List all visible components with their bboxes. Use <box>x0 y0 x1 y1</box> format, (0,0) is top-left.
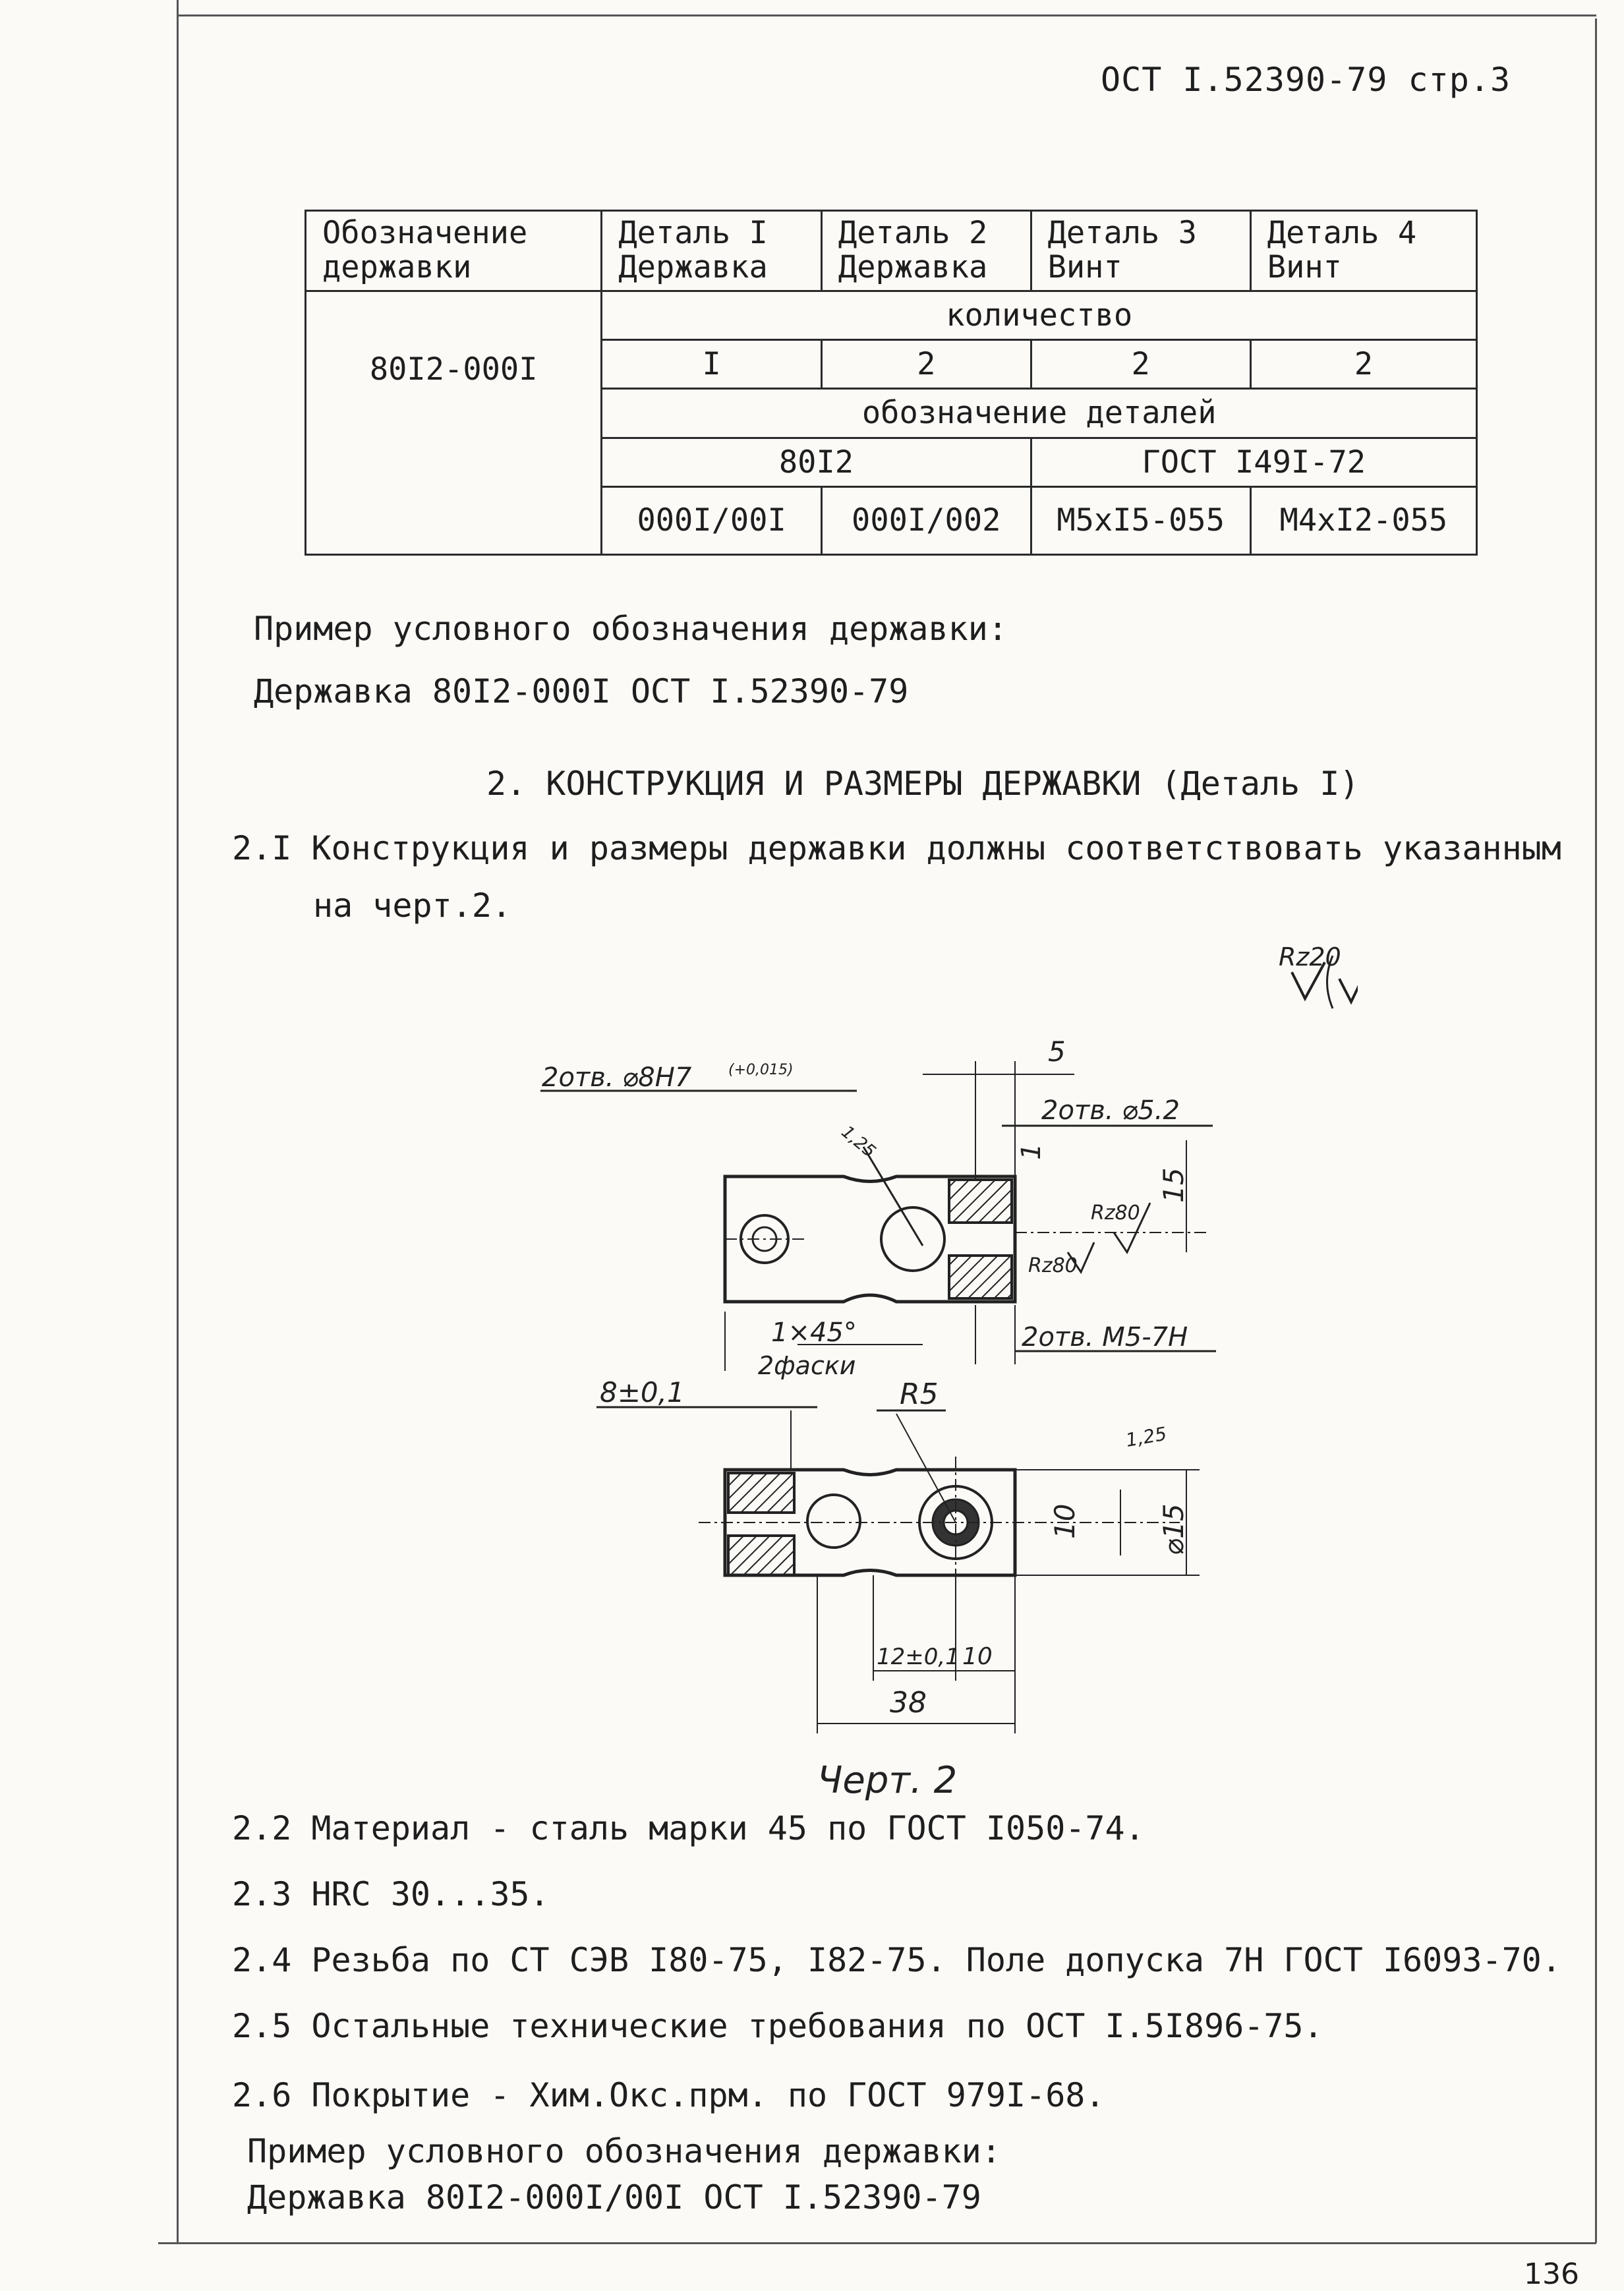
svg-text:2отв. ⌀8H7: 2отв. ⌀8H7 <box>542 1062 692 1093</box>
item-2-5: 2.5 Остальные технические требования по ОСТ I.5I896-75. <box>232 2007 1323 2045</box>
quantity-part4: 2 <box>1250 339 1476 388</box>
svg-text:Черт. 2: Черт. 2 <box>817 1759 958 1802</box>
svg-text:1×45°: 1×45° <box>771 1318 857 1348</box>
svg-text:⌀15: ⌀15 <box>1157 1503 1190 1555</box>
example1-title: Пример условного обозначения державки: <box>254 610 1008 648</box>
col-header-part4: Деталь 4 Винт <box>1250 211 1476 291</box>
side-view-dimensions <box>596 1376 1200 1802</box>
svg-text:12±0,1: 12±0,1 <box>877 1644 960 1670</box>
technical-drawing <box>501 942 1358 1826</box>
parts-table <box>304 210 1478 556</box>
frame-top-line <box>177 14 1596 16</box>
svg-text:10: 10 <box>1049 1503 1081 1539</box>
holder-designation-cell: 80I2-000I <box>306 291 602 554</box>
part-code-4: M4xI2-055 <box>1250 486 1476 554</box>
svg-text:15: 15 <box>1157 1167 1190 1203</box>
quantity-part2: 2 <box>821 339 1031 388</box>
item-2-4: 2.4 Резьба по СТ СЭВ I80-75, I82-75. Поле допуска 7H ГОСТ I6093-70. <box>232 1941 1561 1979</box>
svg-text:8±0,1: 8±0,1 <box>600 1376 685 1408</box>
svg-text:10: 10 <box>962 1643 993 1670</box>
svg-text:2отв. ⌀5.2: 2отв. ⌀5.2 <box>1041 1095 1180 1126</box>
example1-value: Державка 80I2-000I ОСТ I.52390-79 <box>254 672 909 710</box>
svg-text:R5: R5 <box>900 1378 939 1411</box>
quantity-part1: I <box>602 339 822 388</box>
side-view <box>699 1457 1180 1595</box>
front-view-dimensions <box>540 1035 1216 1380</box>
para-2-1-line1: 2.I Конструкция и размеры державки должны соответствовать указанным <box>232 829 1561 867</box>
part-code-3: M5xI5-055 <box>1031 486 1250 554</box>
group-gost: ГОСТ I49I-72 <box>1031 438 1476 486</box>
page-number: 136 <box>1524 2257 1579 2291</box>
designation-label: обозначение деталей <box>602 389 1477 438</box>
svg-text:5: 5 <box>1048 1035 1066 1068</box>
svg-text:1,25: 1,25 <box>1124 1422 1169 1451</box>
svg-text:Rz80: Rz80 <box>1028 1254 1078 1277</box>
item-2-6: 2.6 Покрытие - Хим.Окс.прм. по ГОСТ 979I-68. <box>232 2076 1105 2114</box>
holder-drawing-svg <box>501 942 1358 1826</box>
part-code-2: 000I/002 <box>821 486 1031 554</box>
svg-text:Rz20: Rz20 <box>1279 942 1341 972</box>
quantity-label: количество <box>602 291 1477 339</box>
roughness-symbol <box>1279 942 1358 1008</box>
svg-text:(+0,015): (+0,015) <box>728 1062 794 1078</box>
col-header-holder: Обозначение державки <box>306 211 602 291</box>
frame-right-line <box>1595 18 1597 2243</box>
svg-text:2фаски: 2фаски <box>758 1351 856 1380</box>
col-header-part2: Деталь 2 Державка <box>821 211 1031 291</box>
para-2-1-line2: на черт.2. <box>313 886 512 925</box>
col-header-part3: Деталь 3 Винт <box>1031 211 1250 291</box>
item-2-2: 2.2 Материал - сталь марки 45 по ГОСТ I050-74. <box>232 1809 1145 1847</box>
example2-value: Державка 80I2-000I/00I ОСТ I.52390-79 <box>247 2178 981 2217</box>
item-2-3: 2.3 HRC 30...35. <box>232 1875 550 1913</box>
example2-title: Пример условного обозначения державки: <box>247 2132 1001 2170</box>
part-code-1: 000I/00I <box>602 486 822 554</box>
svg-text:1,25: 1,25 <box>837 1122 880 1162</box>
frame-bottom-line <box>158 2242 1596 2244</box>
svg-text:2отв. M5-7H: 2отв. M5-7H <box>1022 1322 1188 1352</box>
group-80i2: 80I2 <box>602 438 1031 486</box>
svg-text:1: 1 <box>1016 1143 1047 1160</box>
section2-heading: 2. КОНСТРУКЦИЯ И РАЗМЕРЫ ДЕРЖАВКИ (Деталь I) <box>486 765 1360 803</box>
svg-text:38: 38 <box>890 1686 927 1720</box>
frame-left-line <box>177 0 179 2244</box>
col-header-part1: Деталь I Державка <box>602 211 822 291</box>
page-header: ОСТ I.52390-79 стр.3 <box>1101 61 1511 99</box>
quantity-part3: 2 <box>1031 339 1250 388</box>
svg-text:Rz80: Rz80 <box>1091 1202 1140 1225</box>
